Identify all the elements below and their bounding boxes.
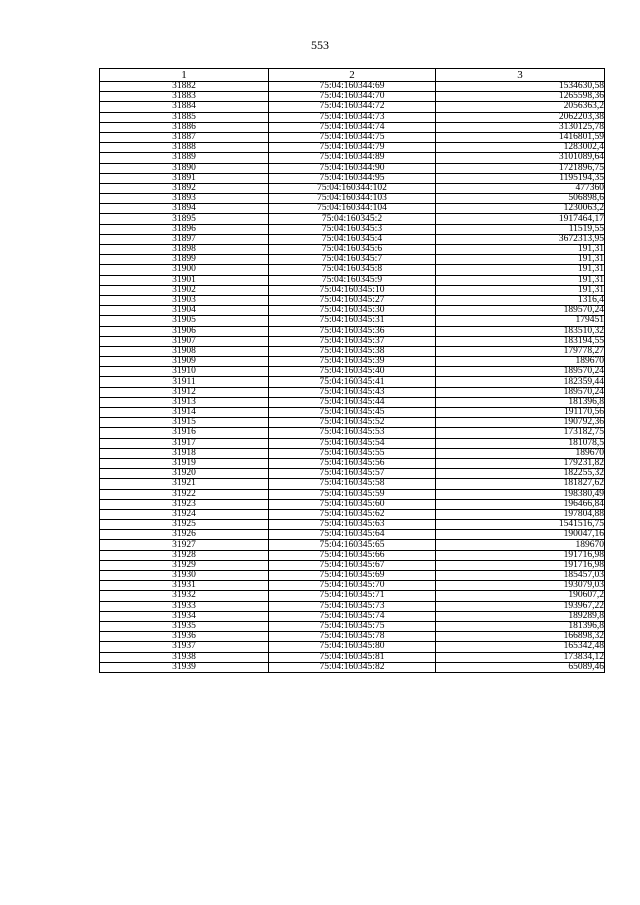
value-cell: 179231,82	[436, 458, 605, 468]
cadastral-number-cell: 75:04:160345:44	[269, 397, 436, 407]
cadastral-number-cell: 75:04:160345:30	[269, 306, 436, 316]
value-cell: 1316,4	[436, 295, 605, 305]
cadastral-number-cell: 75:04:160344:74	[269, 122, 436, 132]
value-cell: 189289,8	[436, 611, 605, 621]
cadastral-number-cell: 75:04:160344:95	[269, 173, 436, 183]
value-cell: 181078,5	[436, 438, 605, 448]
row-number-cell: 31915	[100, 418, 269, 428]
row-number-cell: 31882	[100, 82, 269, 92]
cadastral-number-cell: 75:04:160345:36	[269, 326, 436, 336]
value-cell: 183194,55	[436, 336, 605, 346]
value-cell: 3130125,78	[436, 122, 605, 132]
value-cell: 191,31	[436, 285, 605, 295]
value-cell: 1534630,58	[436, 82, 605, 92]
value-cell: 189670	[436, 540, 605, 550]
cadastral-number-cell: 75:04:160345:74	[269, 611, 436, 621]
cadastral-number-cell: 75:04:160345:80	[269, 642, 436, 652]
value-cell: 1283002,4	[436, 143, 605, 153]
cadastral-number-cell: 75:04:160345:55	[269, 448, 436, 458]
page-number: 553	[311, 38, 329, 52]
row-number-cell: 31899	[100, 255, 269, 265]
table-row	[100, 204, 605, 214]
row-number-cell: 31907	[100, 336, 269, 346]
column-header-1: 1	[100, 69, 269, 82]
table-row	[100, 530, 605, 540]
row-number-cell: 31919	[100, 458, 269, 468]
cadastral-number-cell: 75:04:160344:69	[269, 82, 436, 92]
table-row	[100, 224, 605, 234]
cadastral-number-cell: 75:04:160345:66	[269, 550, 436, 560]
row-number-cell: 31905	[100, 316, 269, 326]
value-cell: 193967,22	[436, 601, 605, 611]
row-number-cell: 31891	[100, 173, 269, 183]
table-header	[100, 69, 605, 82]
cadastral-number-cell: 75:04:160345:69	[269, 571, 436, 581]
cadastral-number-cell: 75:04:160345:67	[269, 560, 436, 570]
table-row	[100, 214, 605, 224]
row-number-cell: 31906	[100, 326, 269, 336]
cadastral-number-cell: 75:04:160345:62	[269, 509, 436, 519]
row-number-cell: 31901	[100, 275, 269, 285]
table-row	[100, 418, 605, 428]
table-row	[100, 92, 605, 102]
table-row	[100, 499, 605, 509]
table-row	[100, 194, 605, 204]
row-number-cell: 31932	[100, 591, 269, 601]
value-cell: 189570,24	[436, 367, 605, 377]
table-row	[100, 112, 605, 122]
cadastral-number-cell: 75:04:160344:103	[269, 194, 436, 204]
cadastral-number-cell: 75:04:160345:3	[269, 224, 436, 234]
row-number-cell: 31883	[100, 92, 269, 102]
cadastral-number-cell: 75:04:160345:31	[269, 316, 436, 326]
row-number-cell: 31908	[100, 346, 269, 356]
table-row	[100, 581, 605, 591]
table-row	[100, 295, 605, 305]
value-cell: 182359,44	[436, 377, 605, 387]
table-row	[100, 265, 605, 275]
cadastral-number-cell: 75:04:160344:73	[269, 112, 436, 122]
value-cell: 506898,6	[436, 194, 605, 204]
table-row	[100, 122, 605, 132]
row-number-cell: 31921	[100, 479, 269, 489]
row-number-cell: 31924	[100, 509, 269, 519]
row-number-cell: 31912	[100, 387, 269, 397]
cadastral-number-cell: 75:04:160345:43	[269, 387, 436, 397]
cadastral-number-cell: 75:04:160345:37	[269, 336, 436, 346]
row-number-cell: 31911	[100, 377, 269, 387]
value-cell: 191716,98	[436, 560, 605, 570]
table-body	[100, 82, 605, 673]
cadastral-number-cell: 75:04:160345:38	[269, 346, 436, 356]
row-number-cell: 31902	[100, 285, 269, 295]
value-cell: 191716,98	[436, 550, 605, 560]
cadastral-number-cell: 75:04:160345:82	[269, 662, 436, 672]
table-row	[100, 326, 605, 336]
value-cell: 196466,84	[436, 499, 605, 509]
value-cell: 3672313,95	[436, 234, 605, 244]
cadastral-number-cell: 75:04:160345:6	[269, 245, 436, 255]
value-cell: 65089,46	[436, 662, 605, 672]
cadastral-number-cell: 75:04:160345:73	[269, 601, 436, 611]
cadastral-number-cell: 75:04:160345:8	[269, 265, 436, 275]
value-cell: 166898,32	[436, 632, 605, 642]
row-number-cell: 31935	[100, 621, 269, 631]
value-cell: 1541516,75	[436, 520, 605, 530]
cadastral-number-cell: 75:04:160345:56	[269, 458, 436, 468]
table-row	[100, 357, 605, 367]
cadastral-number-cell: 75:04:160345:78	[269, 632, 436, 642]
cadastral-number-cell: 75:04:160345:40	[269, 367, 436, 377]
cadastral-number-cell: 75:04:160345:71	[269, 591, 436, 601]
cadastral-number-cell: 75:04:160345:27	[269, 295, 436, 305]
value-cell: 189670	[436, 357, 605, 367]
row-number-cell: 31920	[100, 469, 269, 479]
table-row	[100, 438, 605, 448]
row-number-cell: 31939	[100, 662, 269, 672]
value-cell: 190047,16	[436, 530, 605, 540]
row-number-cell: 31936	[100, 632, 269, 642]
row-number-cell: 31910	[100, 367, 269, 377]
value-cell: 173834,12	[436, 652, 605, 662]
cadastral-number-cell: 75:04:160344:79	[269, 143, 436, 153]
table-row	[100, 234, 605, 244]
table-row	[100, 367, 605, 377]
cadastral-number-cell: 75:04:160345:65	[269, 540, 436, 550]
cadastral-number-cell: 75:04:160345:75	[269, 621, 436, 631]
cadastral-number-cell: 75:04:160345:7	[269, 255, 436, 265]
cadastral-number-cell: 75:04:160345:41	[269, 377, 436, 387]
cadastral-number-cell: 75:04:160345:64	[269, 530, 436, 540]
cadastral-number-cell: 75:04:160344:75	[269, 132, 436, 142]
cadastral-number-cell: 75:04:160345:39	[269, 357, 436, 367]
value-cell: 179778,27	[436, 346, 605, 356]
table-row	[100, 591, 605, 601]
value-cell: 191170,56	[436, 408, 605, 418]
table-row	[100, 601, 605, 611]
table-row	[100, 316, 605, 326]
row-number-cell: 31934	[100, 611, 269, 621]
value-cell: 181396,8	[436, 397, 605, 407]
table-row	[100, 621, 605, 631]
row-number-cell: 31886	[100, 122, 269, 132]
table-row	[100, 458, 605, 468]
row-number-cell: 31909	[100, 357, 269, 367]
row-number-cell: 31888	[100, 143, 269, 153]
row-number-cell: 31929	[100, 560, 269, 570]
value-cell: 1721896,75	[436, 163, 605, 173]
cadastral-number-cell: 75:04:160345:9	[269, 275, 436, 285]
table-row	[100, 183, 605, 193]
cadastral-number-cell: 75:04:160345:81	[269, 652, 436, 662]
value-cell: 477360	[436, 183, 605, 193]
cadastral-number-cell: 75:04:160344:89	[269, 153, 436, 163]
value-cell: 173182,75	[436, 428, 605, 438]
header-row	[100, 69, 605, 82]
table-row	[100, 387, 605, 397]
row-number-cell: 31887	[100, 132, 269, 142]
row-number-cell: 31916	[100, 428, 269, 438]
row-number-cell: 31890	[100, 163, 269, 173]
table-row	[100, 408, 605, 418]
table-row	[100, 479, 605, 489]
cadastral-number-cell: 75:04:160344:104	[269, 204, 436, 214]
table-row	[100, 346, 605, 356]
row-number-cell: 31900	[100, 265, 269, 275]
cadastral-number-cell: 75:04:160345:59	[269, 489, 436, 499]
row-number-cell: 31938	[100, 652, 269, 662]
value-cell: 1917464,17	[436, 214, 605, 224]
row-number-cell: 31917	[100, 438, 269, 448]
value-cell: 190607,2	[436, 591, 605, 601]
table-row	[100, 652, 605, 662]
value-cell: 193079,03	[436, 581, 605, 591]
row-number-cell: 31925	[100, 520, 269, 530]
value-cell: 1265598,36	[436, 92, 605, 102]
row-number-cell: 31937	[100, 642, 269, 652]
table-row	[100, 153, 605, 163]
row-number-cell: 31913	[100, 397, 269, 407]
table-row	[100, 336, 605, 346]
row-number-cell: 31898	[100, 245, 269, 255]
value-cell: 189670	[436, 448, 605, 458]
table-row	[100, 306, 605, 316]
cadastral-number-cell: 75:04:160344:102	[269, 183, 436, 193]
table-row	[100, 642, 605, 652]
table-row	[100, 102, 605, 112]
cadastral-number-cell: 75:04:160345:4	[269, 234, 436, 244]
value-cell: 198380,49	[436, 489, 605, 499]
table-row	[100, 469, 605, 479]
value-cell: 11519,55	[436, 224, 605, 234]
table-row	[100, 560, 605, 570]
row-number-cell: 31903	[100, 295, 269, 305]
value-cell: 181396,8	[436, 621, 605, 631]
row-number-cell: 31926	[100, 530, 269, 540]
table-row	[100, 285, 605, 295]
cadastral-number-cell: 75:04:160345:52	[269, 418, 436, 428]
cadastral-number-cell: 75:04:160345:53	[269, 428, 436, 438]
value-cell: 190792,36	[436, 418, 605, 428]
column-header-2: 2	[269, 69, 436, 82]
value-cell: 191,31	[436, 245, 605, 255]
row-number-cell: 31914	[100, 408, 269, 418]
value-cell: 181827,62	[436, 479, 605, 489]
table-row	[100, 173, 605, 183]
cadastral-number-cell: 75:04:160345:63	[269, 520, 436, 530]
table-row	[100, 82, 605, 92]
value-cell: 2062203,38	[436, 112, 605, 122]
cadastral-number-cell: 75:04:160345:10	[269, 285, 436, 295]
table-row	[100, 611, 605, 621]
cadastral-number-cell: 75:04:160344:72	[269, 102, 436, 112]
cadastral-number-cell: 75:04:160345:54	[269, 438, 436, 448]
cadastral-number-cell: 75:04:160345:70	[269, 581, 436, 591]
data-table	[99, 68, 605, 673]
row-number-cell: 31893	[100, 194, 269, 204]
table-row	[100, 489, 605, 499]
table-row	[100, 163, 605, 173]
row-number-cell: 31918	[100, 448, 269, 458]
table-row	[100, 132, 605, 142]
table-row	[100, 662, 605, 672]
value-cell: 1230063,2	[436, 204, 605, 214]
row-number-cell: 31896	[100, 224, 269, 234]
row-number-cell: 31931	[100, 581, 269, 591]
cadastral-number-cell: 75:04:160345:57	[269, 469, 436, 479]
value-cell: 179451	[436, 316, 605, 326]
table-row	[100, 377, 605, 387]
value-cell: 182255,32	[436, 469, 605, 479]
table-row	[100, 448, 605, 458]
table-row	[100, 571, 605, 581]
value-cell: 183510,32	[436, 326, 605, 336]
value-cell: 165342,48	[436, 642, 605, 652]
table-row	[100, 275, 605, 285]
table-row	[100, 520, 605, 530]
value-cell: 1416801,59	[436, 132, 605, 142]
row-number-cell: 31922	[100, 489, 269, 499]
row-number-cell: 31923	[100, 499, 269, 509]
cadastral-number-cell: 75:04:160344:90	[269, 163, 436, 173]
row-number-cell: 31930	[100, 571, 269, 581]
cadastral-number-cell: 75:04:160345:2	[269, 214, 436, 224]
row-number-cell: 31895	[100, 214, 269, 224]
row-number-cell: 31889	[100, 153, 269, 163]
value-cell: 189570,24	[436, 387, 605, 397]
value-cell: 189570,24	[436, 306, 605, 316]
row-number-cell: 31897	[100, 234, 269, 244]
cadastral-number-cell: 75:04:160345:60	[269, 499, 436, 509]
value-cell: 191,31	[436, 255, 605, 265]
value-cell: 1195194,35	[436, 173, 605, 183]
table-row	[100, 428, 605, 438]
cadastral-number-cell: 75:04:160344:70	[269, 92, 436, 102]
column-header-3: 3	[436, 69, 605, 82]
cadastral-number-cell: 75:04:160345:45	[269, 408, 436, 418]
value-cell: 191,31	[436, 265, 605, 275]
table-row	[100, 550, 605, 560]
row-number-cell: 31884	[100, 102, 269, 112]
row-number-cell: 31904	[100, 306, 269, 316]
value-cell: 3101089,64	[436, 153, 605, 163]
cadastral-number-cell: 75:04:160345:58	[269, 479, 436, 489]
table-row	[100, 632, 605, 642]
table-row	[100, 143, 605, 153]
value-cell: 2056363,2	[436, 102, 605, 112]
row-number-cell: 31933	[100, 601, 269, 611]
row-number-cell: 31885	[100, 112, 269, 122]
value-cell: 191,31	[436, 275, 605, 285]
value-cell: 185457,03	[436, 571, 605, 581]
row-number-cell: 31928	[100, 550, 269, 560]
value-cell: 197804,88	[436, 509, 605, 519]
table-row	[100, 397, 605, 407]
table-row	[100, 245, 605, 255]
row-number-cell: 31927	[100, 540, 269, 550]
row-number-cell: 31894	[100, 204, 269, 214]
table-row	[100, 540, 605, 550]
row-number-cell: 31892	[100, 183, 269, 193]
table-row	[100, 509, 605, 519]
table-row	[100, 255, 605, 265]
